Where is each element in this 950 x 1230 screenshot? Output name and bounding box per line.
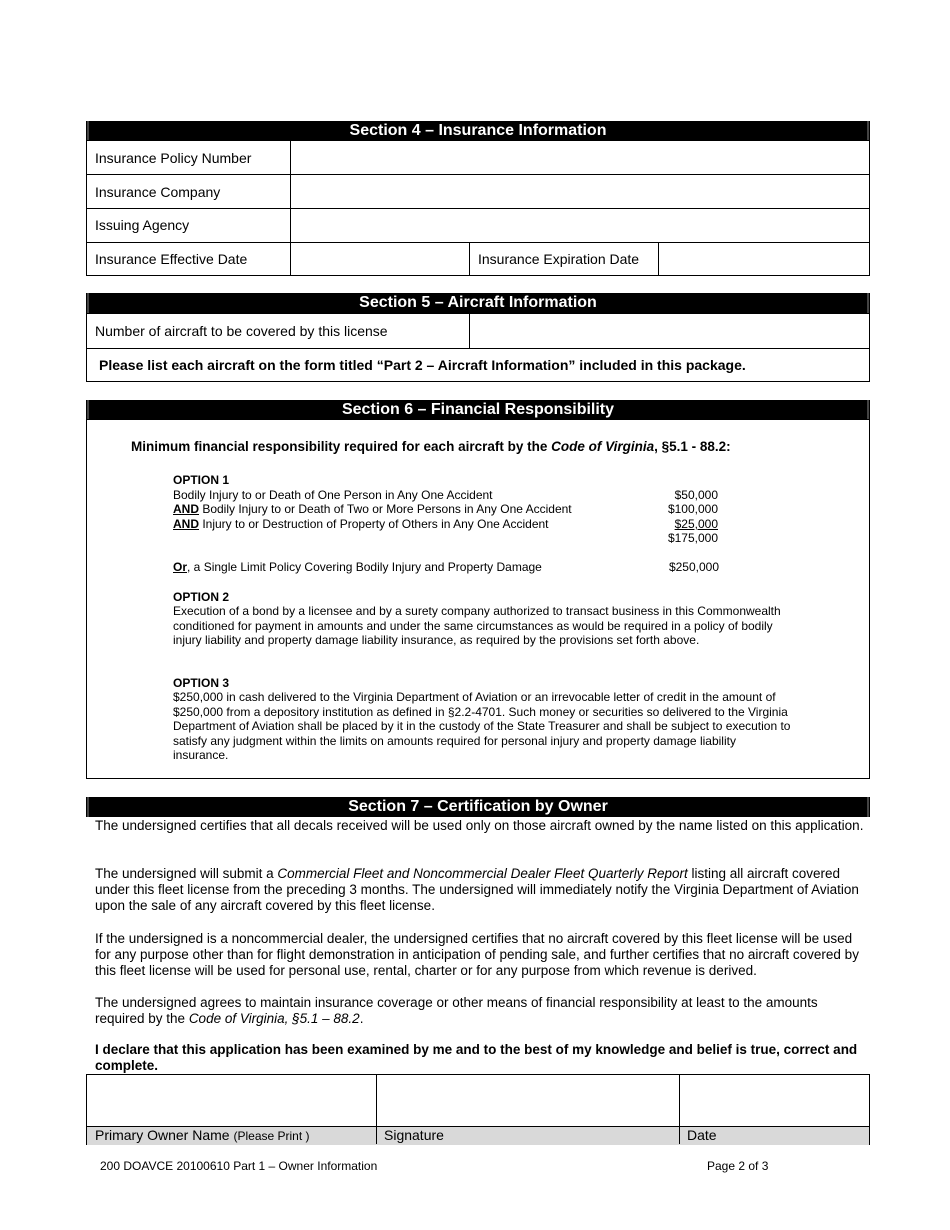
owner-name-hint: (Please Print )	[233, 1129, 310, 1143]
date-label: Date	[687, 1127, 717, 1143]
certification-paragraph-2: The undersigned will submit a Commercial Fleet and Noncommercial Dealer Fleet Quarterly Report listing all aircraft covered under this fleet license from the preceding 3 months. The undersigned will immediately notify the Virginia Department of Aviation upon the sale of any aircraft covered by this fleet license.	[95, 866, 859, 913]
option1-amount1: $50,000	[674, 488, 718, 502]
signature-field[interactable]	[377, 1075, 679, 1126]
policy-number-field[interactable]	[291, 141, 869, 174]
option1-line1: Bodily Injury to or Death of One Person in Any One Accident	[173, 488, 493, 502]
option3-text: $250,000 in cash delivered to the Virginia Department of Aviation or an irrevocable letter of credit in the amount of $250,000 from a depository institution as defined in §2.2-4701. Such money or securities so delivered to the Virginia Department of Aviation shall be placed by it in the custody of the State Treasurer and shall be subject to execution to satisfy any judgment within the limits on amounts required for personal injury and property damage liability insurance.	[173, 690, 791, 762]
aircraft-count-field[interactable]	[470, 314, 869, 348]
option2-text: Execution of a bond by a licensee and by a surety company authorized to transact business in this Commonwealth conditioned for payment in amounts and under the same circumstances as would be required in a policy of bodily injury liability and property damage liability insurance, as required by the provisions set forth above.	[173, 604, 781, 647]
aircraft-list-note: Please list each aircraft on the form titled “Part 2 – Aircraft Information” included in this package.	[99, 357, 746, 373]
option1-title: OPTION 1	[173, 473, 230, 487]
insurance-company-label: Insurance Company	[95, 184, 221, 200]
signature-label: Signature	[384, 1127, 444, 1143]
option2-title: OPTION 2	[173, 590, 230, 604]
expiration-date-field[interactable]	[659, 243, 869, 275]
expiration-date-label: Insurance Expiration Date	[478, 251, 640, 267]
section6-header: Section 6 – Financial Responsibility	[86, 400, 870, 420]
aircraft-count-label: Number of aircraft to be covered by this license	[95, 323, 388, 339]
option1-amount2: $100,000	[667, 502, 718, 516]
declaration-statement: I declare that this application has been examined by me and to the best of my knowledge and belief is true, correct and complete.	[95, 1042, 858, 1073]
owner-name-field[interactable]	[87, 1075, 376, 1126]
date-field[interactable]	[680, 1075, 869, 1126]
certification-paragraph-3: If the undersigned is a noncommercial dealer, the undersigned certifies that no aircraft covered by this fleet license will be used for any purpose other than for flight demonstration in anticipation of pending sale, and further certifies that no aircraft covered by this fleet license will be used for personal use, rental, charter or for any purpose from which revenue is derived.	[95, 931, 859, 978]
certification-paragraph-4: The undersigned agrees to maintain insurance coverage or other means of financial responsibility at least to the amounts required by the Code of Virginia, §5.1 – 88.2.	[95, 995, 818, 1026]
issuing-agency-label: Issuing Agency	[95, 217, 190, 233]
section5-header: Section 5 – Aircraft Information	[86, 293, 870, 313]
effective-date-field[interactable]	[291, 243, 469, 275]
owner-name-label: Primary Owner Name (Please Print )	[95, 1127, 310, 1143]
financial-intro: Minimum financial responsibility required for each aircraft by the Code of Virginia, §5.1 - 88.2:	[131, 439, 731, 454]
section4-table	[86, 140, 870, 276]
option1-single-amount: $250,000	[668, 560, 719, 574]
option1-amount3: $25,000	[674, 517, 718, 531]
footer-form-id: 200 DOAVCE 20100610 Part 1 – Owner Information	[100, 1159, 378, 1173]
signature-table	[86, 1074, 870, 1145]
section7-header: Section 7 – Certification by Owner	[86, 797, 870, 817]
certification-paragraph-1: The undersigned certifies that all decals received will be used only on those aircraft owned by the name listed on this application.	[95, 818, 864, 833]
option3-title: OPTION 3	[173, 676, 230, 690]
option1-line2: AND Bodily Injury to or Death of Two or More Persons in Any One Accident	[173, 502, 572, 516]
policy-number-label: Insurance Policy Number	[95, 150, 252, 166]
effective-date-label: Insurance Effective Date	[95, 251, 248, 267]
option1-line3: AND Injury to or Destruction of Property of Others in Any One Accident	[173, 517, 549, 531]
issuing-agency-field[interactable]	[291, 209, 869, 242]
option1-single-limit: Or, a Single Limit Policy Covering Bodily Injury and Property Damage	[173, 560, 542, 574]
section5-table	[86, 313, 870, 382]
option1-total: $175,000	[667, 531, 718, 545]
section4-header: Section 4 – Insurance Information	[86, 121, 870, 141]
footer-page-number: Page 2 of 3	[707, 1159, 769, 1173]
insurance-company-field[interactable]	[291, 175, 869, 208]
